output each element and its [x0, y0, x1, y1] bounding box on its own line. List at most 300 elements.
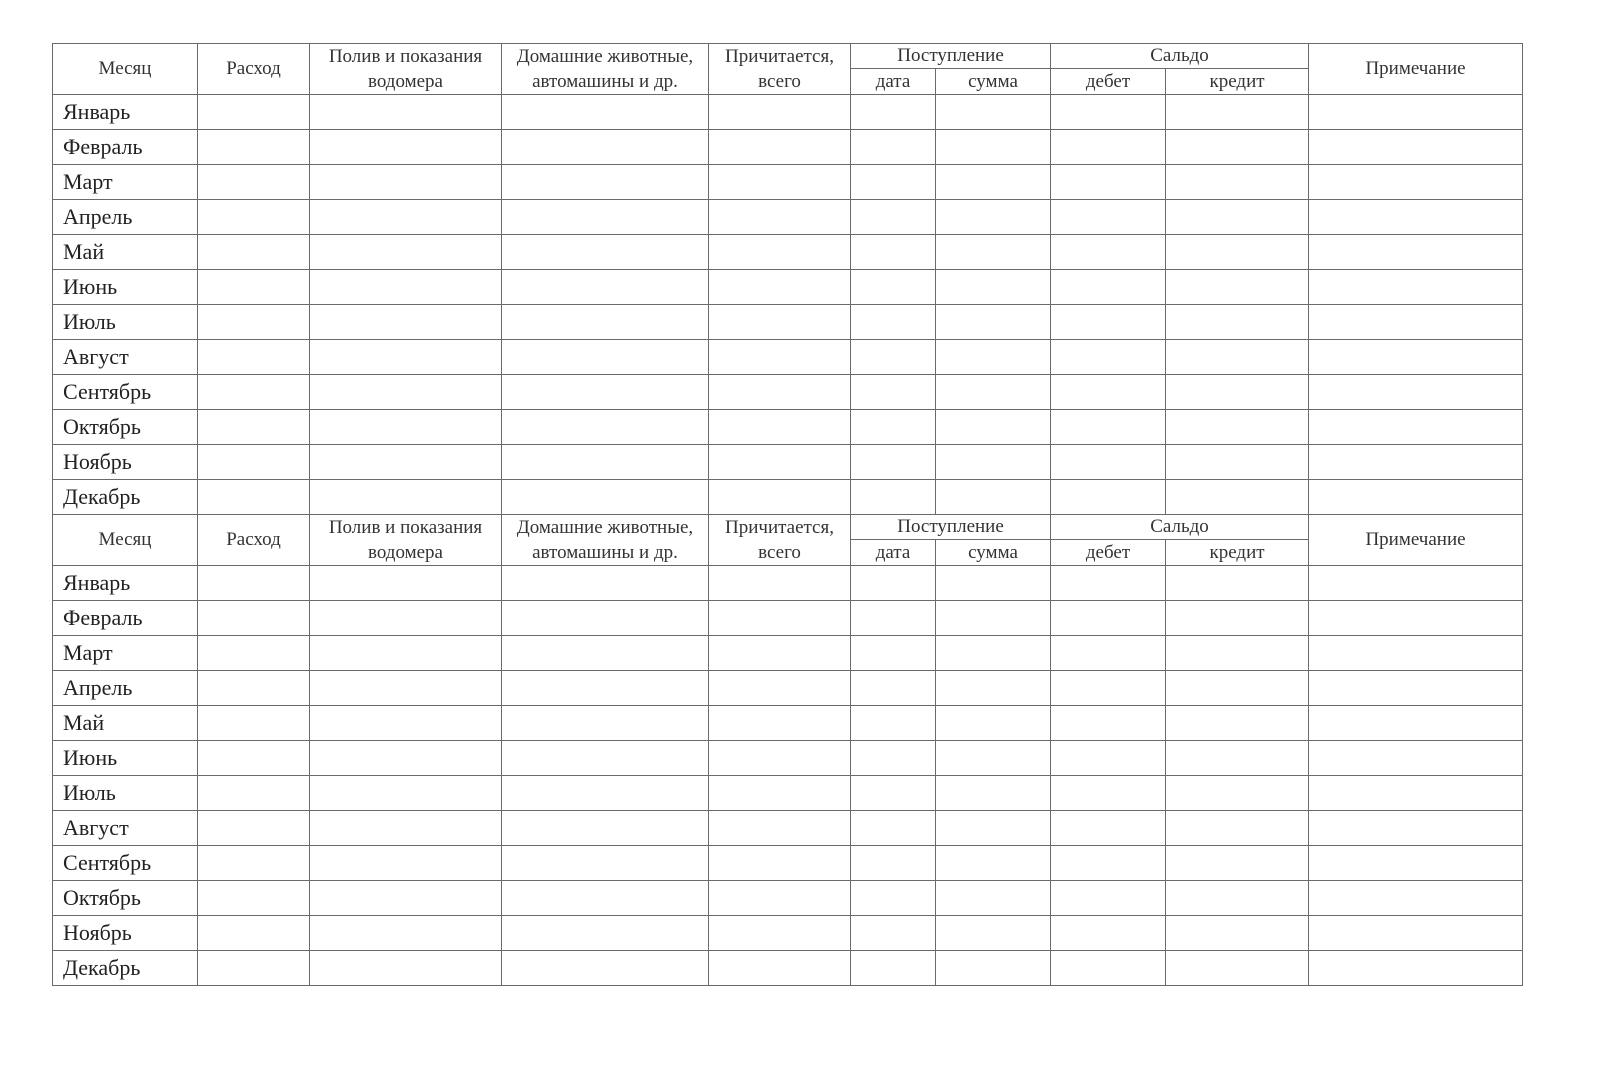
due-total-cell[interactable] — [709, 270, 851, 305]
receipt-date-cell[interactable] — [851, 200, 936, 235]
receipt-sum-cell[interactable] — [936, 480, 1051, 515]
debit-cell[interactable] — [1051, 811, 1166, 846]
note-cell[interactable] — [1309, 95, 1523, 130]
due-total-cell[interactable] — [709, 846, 851, 881]
receipt-sum-cell[interactable] — [936, 951, 1051, 986]
animals-cell[interactable] — [502, 375, 709, 410]
due-total-cell[interactable] — [709, 916, 851, 951]
column-header-due-total-label: Причитается, всего — [725, 46, 834, 92]
column-header-debit: дебет — [1051, 540, 1166, 566]
column-header-animals — [502, 515, 709, 566]
receipt-sum-cell[interactable] — [936, 165, 1051, 200]
due-total-cell[interactable] — [709, 706, 851, 741]
table-row — [53, 706, 1523, 741]
ledger-body-1 — [53, 95, 1523, 515]
watering-cell[interactable] — [310, 951, 502, 986]
note-cell[interactable] — [1309, 305, 1523, 340]
expense-cell[interactable] — [198, 741, 310, 776]
column-group-receipt: Поступление — [851, 44, 1051, 69]
watering-cell[interactable] — [310, 410, 502, 445]
month-label: Июнь — [53, 741, 198, 776]
column-header-watering-label: Полив и показания водомера — [328, 46, 483, 92]
debit-cell[interactable] — [1051, 601, 1166, 636]
debit-cell[interactable] — [1051, 95, 1166, 130]
expense-cell[interactable] — [198, 636, 310, 671]
expense-cell[interactable] — [198, 130, 310, 165]
table-row — [53, 566, 1523, 601]
column-header-debit: дебет — [1051, 69, 1166, 95]
note-cell[interactable] — [1309, 480, 1523, 515]
credit-cell[interactable] — [1166, 636, 1309, 671]
table-row — [53, 95, 1523, 130]
month-label: Май — [53, 706, 198, 741]
month-label: Июль — [53, 305, 198, 340]
debit-cell[interactable] — [1051, 340, 1166, 375]
credit-cell[interactable] — [1166, 445, 1309, 480]
table-row — [53, 741, 1523, 776]
note-cell[interactable] — [1309, 706, 1523, 741]
animals-cell[interactable] — [502, 95, 709, 130]
credit-cell[interactable] — [1166, 671, 1309, 706]
animals-cell[interactable] — [502, 846, 709, 881]
table-row — [53, 235, 1523, 270]
note-cell[interactable] — [1309, 445, 1523, 480]
watering-cell[interactable] — [310, 235, 502, 270]
credit-cell[interactable] — [1166, 305, 1309, 340]
credit-cell[interactable] — [1166, 881, 1309, 916]
debit-cell[interactable] — [1051, 270, 1166, 305]
animals-cell[interactable] — [502, 741, 709, 776]
watering-cell[interactable] — [310, 706, 502, 741]
month-label: Ноябрь — [53, 445, 198, 480]
month-label: Декабрь — [53, 951, 198, 986]
credit-cell[interactable] — [1166, 706, 1309, 741]
credit-cell[interactable] — [1166, 270, 1309, 305]
note-cell[interactable] — [1309, 776, 1523, 811]
receipt-date-cell[interactable] — [851, 706, 936, 741]
credit-cell[interactable] — [1166, 235, 1309, 270]
debit-cell[interactable] — [1051, 305, 1166, 340]
debit-cell[interactable] — [1051, 741, 1166, 776]
receipt-date-cell[interactable] — [851, 636, 936, 671]
watering-cell[interactable] — [310, 566, 502, 601]
watering-cell[interactable] — [310, 340, 502, 375]
receipt-date-cell[interactable] — [851, 340, 936, 375]
expense-cell[interactable] — [198, 480, 310, 515]
ledger-body-2 — [53, 566, 1523, 986]
animals-cell[interactable] — [502, 636, 709, 671]
receipt-date-cell[interactable] — [851, 445, 936, 480]
column-header-animals-label: Домашние животные, автомашины и др. — [516, 517, 694, 563]
debit-cell[interactable] — [1051, 776, 1166, 811]
table-row — [53, 881, 1523, 916]
debit-cell[interactable] — [1051, 951, 1166, 986]
due-total-cell[interactable] — [709, 165, 851, 200]
month-label: Январь — [53, 95, 198, 130]
column-header-due-total-label: Причитается, всего — [725, 517, 834, 563]
animals-cell[interactable] — [502, 811, 709, 846]
receipt-sum-cell[interactable] — [936, 881, 1051, 916]
receipt-sum-cell[interactable] — [936, 846, 1051, 881]
column-header-expense: Расход — [198, 44, 310, 95]
table-row — [53, 916, 1523, 951]
receipt-sum-cell[interactable] — [936, 95, 1051, 130]
column-header-credit: кредит — [1166, 540, 1309, 566]
credit-cell[interactable] — [1166, 601, 1309, 636]
month-label: Апрель — [53, 200, 198, 235]
note-cell[interactable] — [1309, 881, 1523, 916]
watering-cell[interactable] — [310, 375, 502, 410]
animals-cell[interactable] — [502, 601, 709, 636]
credit-cell[interactable] — [1166, 846, 1309, 881]
column-header-animals-label: Домашние животные, автомашины и др. — [516, 46, 694, 92]
watering-cell[interactable] — [310, 846, 502, 881]
column-group-balance: Сальдо — [1051, 515, 1309, 540]
note-cell[interactable] — [1309, 235, 1523, 270]
note-cell[interactable] — [1309, 566, 1523, 601]
watering-cell[interactable] — [310, 200, 502, 235]
watering-cell[interactable] — [310, 305, 502, 340]
receipt-sum-cell[interactable] — [936, 410, 1051, 445]
animals-cell[interactable] — [502, 776, 709, 811]
due-total-cell[interactable] — [709, 480, 851, 515]
month-label: Октябрь — [53, 410, 198, 445]
credit-cell[interactable] — [1166, 566, 1309, 601]
column-header-due-total — [709, 515, 851, 566]
table-row — [53, 165, 1523, 200]
ledger-page — [52, 43, 1522, 986]
debit-cell[interactable] — [1051, 636, 1166, 671]
column-header-month: Месяц — [53, 44, 198, 95]
debit-cell[interactable] — [1051, 706, 1166, 741]
animals-cell[interactable] — [502, 951, 709, 986]
note-cell[interactable] — [1309, 741, 1523, 776]
watering-cell[interactable] — [310, 636, 502, 671]
expense-cell[interactable] — [198, 951, 310, 986]
note-cell[interactable] — [1309, 601, 1523, 636]
credit-cell[interactable] — [1166, 165, 1309, 200]
expense-cell[interactable] — [198, 445, 310, 480]
expense-cell[interactable] — [198, 305, 310, 340]
watering-cell[interactable] — [310, 916, 502, 951]
debit-cell[interactable] — [1051, 130, 1166, 165]
table-row — [53, 130, 1523, 165]
credit-cell[interactable] — [1166, 916, 1309, 951]
receipt-date-cell[interactable] — [851, 741, 936, 776]
note-cell[interactable] — [1309, 846, 1523, 881]
column-header-note: Примечание — [1309, 515, 1523, 566]
expense-cell[interactable] — [198, 410, 310, 445]
receipt-date-cell[interactable] — [851, 270, 936, 305]
expense-cell[interactable] — [198, 846, 310, 881]
animals-cell[interactable] — [502, 671, 709, 706]
receipt-sum-cell[interactable] — [936, 916, 1051, 951]
receipt-sum-cell[interactable] — [936, 130, 1051, 165]
receipt-date-cell[interactable] — [851, 951, 936, 986]
month-label: Март — [53, 165, 198, 200]
expense-cell[interactable] — [198, 200, 310, 235]
due-total-cell[interactable] — [709, 881, 851, 916]
note-cell[interactable] — [1309, 130, 1523, 165]
receipt-sum-cell[interactable] — [936, 776, 1051, 811]
due-total-cell[interactable] — [709, 776, 851, 811]
debit-cell[interactable] — [1051, 445, 1166, 480]
receipt-sum-cell[interactable] — [936, 811, 1051, 846]
due-total-cell[interactable] — [709, 340, 851, 375]
watering-cell[interactable] — [310, 165, 502, 200]
watering-cell[interactable] — [310, 881, 502, 916]
watering-cell[interactable] — [310, 601, 502, 636]
month-label: Декабрь — [53, 480, 198, 515]
expense-cell[interactable] — [198, 270, 310, 305]
credit-cell[interactable] — [1166, 951, 1309, 986]
column-header-month: Месяц — [53, 515, 198, 566]
watering-cell[interactable] — [310, 445, 502, 480]
receipt-sum-cell[interactable] — [936, 200, 1051, 235]
column-header-receipt-sum: сумма — [936, 69, 1051, 95]
month-label: Июнь — [53, 270, 198, 305]
animals-cell[interactable] — [502, 305, 709, 340]
credit-cell[interactable] — [1166, 410, 1309, 445]
table-row — [53, 951, 1523, 986]
credit-cell[interactable] — [1166, 200, 1309, 235]
receipt-date-cell[interactable] — [851, 916, 936, 951]
header-row — [53, 44, 1523, 69]
column-header-watering-label: Полив и показания водомера — [328, 517, 483, 563]
due-total-cell[interactable] — [709, 951, 851, 986]
debit-cell[interactable] — [1051, 566, 1166, 601]
note-cell[interactable] — [1309, 410, 1523, 445]
receipt-date-cell[interactable] — [851, 776, 936, 811]
note-cell[interactable] — [1309, 340, 1523, 375]
table-row — [53, 305, 1523, 340]
expense-cell[interactable] — [198, 566, 310, 601]
animals-cell[interactable] — [502, 445, 709, 480]
credit-cell[interactable] — [1166, 95, 1309, 130]
month-label: Август — [53, 811, 198, 846]
due-total-cell[interactable] — [709, 305, 851, 340]
receipt-date-cell[interactable] — [851, 846, 936, 881]
note-cell[interactable] — [1309, 270, 1523, 305]
table-row — [53, 375, 1523, 410]
month-label: Сентябрь — [53, 846, 198, 881]
month-label: Июль — [53, 776, 198, 811]
receipt-date-cell[interactable] — [851, 601, 936, 636]
debit-cell[interactable] — [1051, 671, 1166, 706]
receipt-sum-cell[interactable] — [936, 636, 1051, 671]
receipt-date-cell[interactable] — [851, 811, 936, 846]
animals-cell[interactable] — [502, 270, 709, 305]
receipt-date-cell[interactable] — [851, 410, 936, 445]
animals-cell[interactable] — [502, 200, 709, 235]
note-cell[interactable] — [1309, 671, 1523, 706]
watering-cell[interactable] — [310, 671, 502, 706]
column-header-note: Примечание — [1309, 44, 1523, 95]
receipt-date-cell[interactable] — [851, 235, 936, 270]
debit-cell[interactable] — [1051, 200, 1166, 235]
due-total-cell[interactable] — [709, 601, 851, 636]
table-row — [53, 270, 1523, 305]
receipt-date-cell[interactable] — [851, 165, 936, 200]
animals-cell[interactable] — [502, 916, 709, 951]
column-header-animals — [502, 44, 709, 95]
debit-cell[interactable] — [1051, 846, 1166, 881]
month-label: Январь — [53, 566, 198, 601]
expense-cell[interactable] — [198, 601, 310, 636]
month-label: Август — [53, 340, 198, 375]
receipt-date-cell[interactable] — [851, 480, 936, 515]
due-total-cell[interactable] — [709, 741, 851, 776]
expense-cell[interactable] — [198, 811, 310, 846]
expense-cell[interactable] — [198, 95, 310, 130]
watering-cell[interactable] — [310, 811, 502, 846]
expense-cell[interactable] — [198, 340, 310, 375]
debit-cell[interactable] — [1051, 235, 1166, 270]
debit-cell[interactable] — [1051, 916, 1166, 951]
receipt-date-cell[interactable] — [851, 566, 936, 601]
receipt-sum-cell[interactable] — [936, 235, 1051, 270]
month-label: Май — [53, 235, 198, 270]
month-label: Март — [53, 636, 198, 671]
debit-cell[interactable] — [1051, 410, 1166, 445]
receipt-date-cell[interactable] — [851, 305, 936, 340]
note-cell[interactable] — [1309, 951, 1523, 986]
debit-cell[interactable] — [1051, 480, 1166, 515]
expense-cell[interactable] — [198, 916, 310, 951]
animals-cell[interactable] — [502, 881, 709, 916]
due-total-cell[interactable] — [709, 130, 851, 165]
watering-cell[interactable] — [310, 95, 502, 130]
credit-cell[interactable] — [1166, 130, 1309, 165]
due-total-cell[interactable] — [709, 445, 851, 480]
table-row — [53, 410, 1523, 445]
table-row — [53, 200, 1523, 235]
watering-cell[interactable] — [310, 270, 502, 305]
expense-cell[interactable] — [198, 165, 310, 200]
receipt-sum-cell[interactable] — [936, 741, 1051, 776]
animals-cell[interactable] — [502, 480, 709, 515]
month-label: Февраль — [53, 130, 198, 165]
due-total-cell[interactable] — [709, 235, 851, 270]
due-total-cell[interactable] — [709, 410, 851, 445]
table-row — [53, 340, 1523, 375]
month-label: Ноябрь — [53, 916, 198, 951]
receipt-date-cell[interactable] — [851, 881, 936, 916]
receipt-date-cell[interactable] — [851, 375, 936, 410]
receipt-date-cell[interactable] — [851, 130, 936, 165]
column-header-credit: кредит — [1166, 69, 1309, 95]
animals-cell[interactable] — [502, 130, 709, 165]
table-row — [53, 445, 1523, 480]
debit-cell[interactable] — [1051, 881, 1166, 916]
credit-cell[interactable] — [1166, 741, 1309, 776]
header-row — [53, 515, 1523, 540]
ledger-table-1 — [52, 43, 1523, 515]
animals-cell[interactable] — [502, 410, 709, 445]
credit-cell[interactable] — [1166, 776, 1309, 811]
debit-cell[interactable] — [1051, 375, 1166, 410]
expense-cell[interactable] — [198, 881, 310, 916]
column-group-receipt: Поступление — [851, 515, 1051, 540]
due-total-cell[interactable] — [709, 811, 851, 846]
table-row — [53, 776, 1523, 811]
table-row — [53, 811, 1523, 846]
month-label: Февраль — [53, 601, 198, 636]
credit-cell[interactable] — [1166, 811, 1309, 846]
receipt-sum-cell[interactable] — [936, 566, 1051, 601]
animals-cell[interactable] — [502, 566, 709, 601]
due-total-cell[interactable] — [709, 671, 851, 706]
expense-cell[interactable] — [198, 776, 310, 811]
animals-cell[interactable] — [502, 340, 709, 375]
receipt-sum-cell[interactable] — [936, 706, 1051, 741]
month-label: Сентябрь — [53, 375, 198, 410]
watering-cell[interactable] — [310, 741, 502, 776]
animals-cell[interactable] — [502, 165, 709, 200]
due-total-cell[interactable] — [709, 200, 851, 235]
receipt-sum-cell[interactable] — [936, 305, 1051, 340]
receipt-date-cell[interactable] — [851, 95, 936, 130]
credit-cell[interactable] — [1166, 480, 1309, 515]
ledger-table-2 — [52, 514, 1523, 986]
due-total-cell[interactable] — [709, 636, 851, 671]
column-header-due-total — [709, 44, 851, 95]
month-label: Октябрь — [53, 881, 198, 916]
credit-cell[interactable] — [1166, 340, 1309, 375]
animals-cell[interactable] — [502, 235, 709, 270]
due-total-cell[interactable] — [709, 95, 851, 130]
table-row — [53, 480, 1523, 515]
column-group-balance: Сальдо — [1051, 44, 1309, 69]
due-total-cell[interactable] — [709, 375, 851, 410]
receipt-sum-cell[interactable] — [936, 601, 1051, 636]
expense-cell[interactable] — [198, 375, 310, 410]
note-cell[interactable] — [1309, 916, 1523, 951]
receipt-sum-cell[interactable] — [936, 671, 1051, 706]
column-header-expense: Расход — [198, 515, 310, 566]
receipt-date-cell[interactable] — [851, 671, 936, 706]
watering-cell[interactable] — [310, 130, 502, 165]
watering-cell[interactable] — [310, 776, 502, 811]
month-label: Апрель — [53, 671, 198, 706]
column-header-receipt-date: дата — [851, 69, 936, 95]
receipt-sum-cell[interactable] — [936, 270, 1051, 305]
credit-cell[interactable] — [1166, 375, 1309, 410]
column-header-receipt-sum: сумма — [936, 540, 1051, 566]
column-header-watering — [310, 44, 502, 95]
animals-cell[interactable] — [502, 706, 709, 741]
debit-cell[interactable] — [1051, 165, 1166, 200]
receipt-sum-cell[interactable] — [936, 340, 1051, 375]
due-total-cell[interactable] — [709, 566, 851, 601]
note-cell[interactable] — [1309, 811, 1523, 846]
watering-cell[interactable] — [310, 480, 502, 515]
table-row — [53, 671, 1523, 706]
table-row — [53, 636, 1523, 671]
note-cell[interactable] — [1309, 636, 1523, 671]
receipt-sum-cell[interactable] — [936, 445, 1051, 480]
note-cell[interactable] — [1309, 200, 1523, 235]
column-header-watering — [310, 515, 502, 566]
note-cell[interactable] — [1309, 375, 1523, 410]
note-cell[interactable] — [1309, 165, 1523, 200]
table-row — [53, 601, 1523, 636]
expense-cell[interactable] — [198, 671, 310, 706]
receipt-sum-cell[interactable] — [936, 375, 1051, 410]
expense-cell[interactable] — [198, 235, 310, 270]
table-row — [53, 846, 1523, 881]
expense-cell[interactable] — [198, 706, 310, 741]
